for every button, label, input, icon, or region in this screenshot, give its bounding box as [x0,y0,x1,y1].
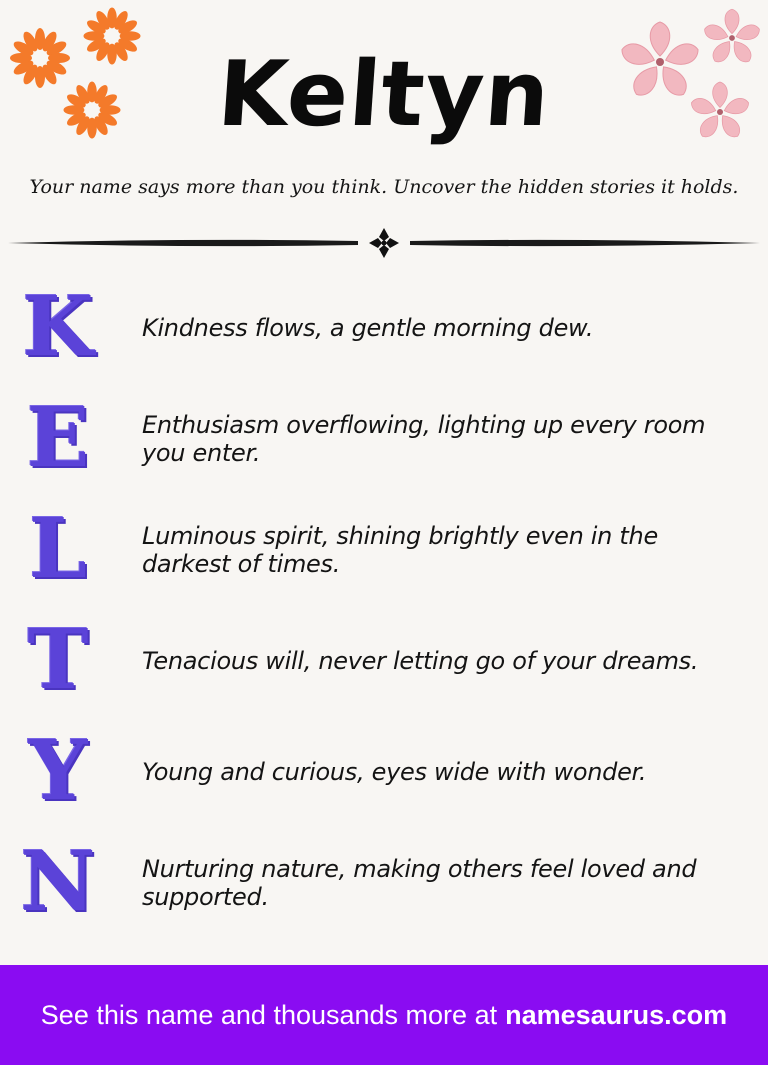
footer-text: See this name and thousands more at [40,999,498,1030]
list-item [0,391,768,502]
initial-letter: K [22,279,94,375]
site-link[interactable]: namesaurus.com [505,999,728,1030]
ornament-divider-icon [8,226,760,260]
initial-letter: E [26,390,90,486]
letter-phrase: Luminous spirit, shining brightly even in the darkest of times. [142,522,658,578]
letter-phrase: Tenacious will, never letting go of your dreams. [142,647,699,675]
initial-letter: Y [28,723,88,819]
footer-banner [0,965,768,1065]
list-item [0,835,768,946]
list-item [0,724,768,835]
initial-letter: T [27,612,89,708]
initial-letter: N [20,834,96,930]
initial-letter: L [29,501,87,597]
letter-phrase: Young and curious, eyes wide with wonder. [142,758,647,786]
acrostic-list [0,280,768,946]
letter-phrase: Kindness flows, a gentle morning dew. [142,314,594,342]
list-item [0,280,768,391]
list-item [0,613,768,724]
letter-phrase: Enthusiasm overflowing, lighting up every room you enter. [142,411,706,467]
letter-phrase: Nurturing nature, making others feel loved and supported. [142,855,697,911]
list-item [0,502,768,613]
page-subtitle: Your name says more than you think. Uncover the hidden stories it holds. [29,176,739,198]
page-title: Keltyn [214,42,554,147]
